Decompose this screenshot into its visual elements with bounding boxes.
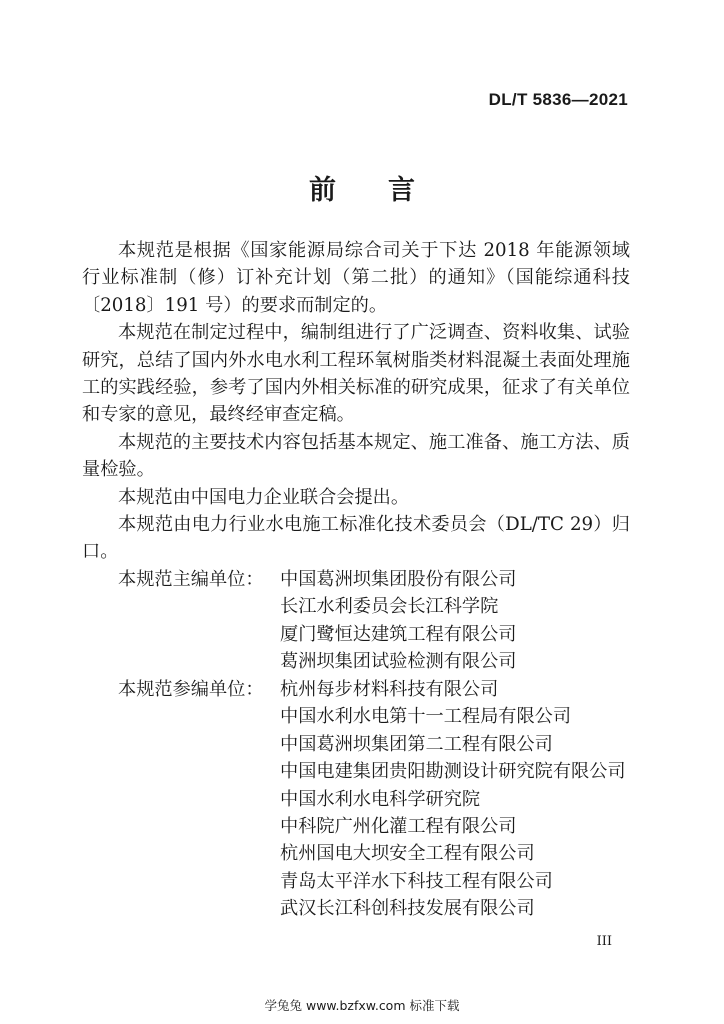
title-char-1: 前 [309,175,336,206]
page-title [0,168,724,207]
footer-watermark: 学兔兔 www.bzfxw.com 标准下载 [264,998,460,1013]
unit-name: 杭州国电大坝安全工程有限公司 [280,843,535,865]
unit-name: 中国葛洲坝集团股份有限公司 [280,569,517,590]
chief-units-label: 本规范主编单位： [118,569,264,590]
paragraph: 本规范由电力行业水电施工标准化技术委员会（DL/TC 29）归口。 [82,514,630,563]
page-number: III [596,934,612,949]
unit-name: 中国电建集团贵阳勘测设计研究院有限公司 [280,761,626,783]
unit-name: 青岛太平洋水下科技工程有限公司 [280,870,553,892]
unit-name: 长江水利委员会长江科学院 [280,596,499,618]
unit-name: 中国水利水电科学研究院 [280,788,481,810]
unit-name: 杭州每步材料科技有限公司 [280,679,499,700]
participating-units-list [118,676,626,923]
unit-name: 武汉长江科创科技发展有限公司 [280,898,535,920]
unit-name: 中科院广州化灌工程有限公司 [280,816,517,838]
participating-units-label: 本规范参编单位： [118,679,264,700]
unit-name: 葛洲坝集团试验检测有限公司 [280,651,517,673]
document-code: DL/T 5836—2021 [488,90,628,109]
paragraph: 本规范的主要技术内容包括基本规定、施工准备、施工方法、质量检验。 [82,431,630,481]
title-char-2: 言 [388,175,415,206]
unit-name: 厦门鹭恒达建筑工程有限公司 [280,623,517,645]
unit-name: 中国水利水电第十一工程局有限公司 [280,706,572,728]
paragraph: 本规范是根据《国家能源局综合司关于下达 2018 年能源领域行业标准制（修）订补充计划（第二批）的通知》（国能综通科技〔2018〕191 号）的要求而制定的。 [82,240,630,316]
chief-units-list [118,566,516,676]
unit-name: 中国葛洲坝集团第二工程有限公司 [280,733,553,755]
paragraph: 本规范由中国电力企业联合会提出。 [118,486,410,508]
paragraph: 本规范在制定过程中，编制组进行了广泛调查、资料收集、试验研究，总结了国内外水电水利工程环氧树脂类材料混凝土表面处理施工的实践经验，参考了国内外相关标准的研究成果，征求了有关单位和专家的意见，最终经审查定稿。 [82,322,630,426]
preface-body [82,237,630,566]
